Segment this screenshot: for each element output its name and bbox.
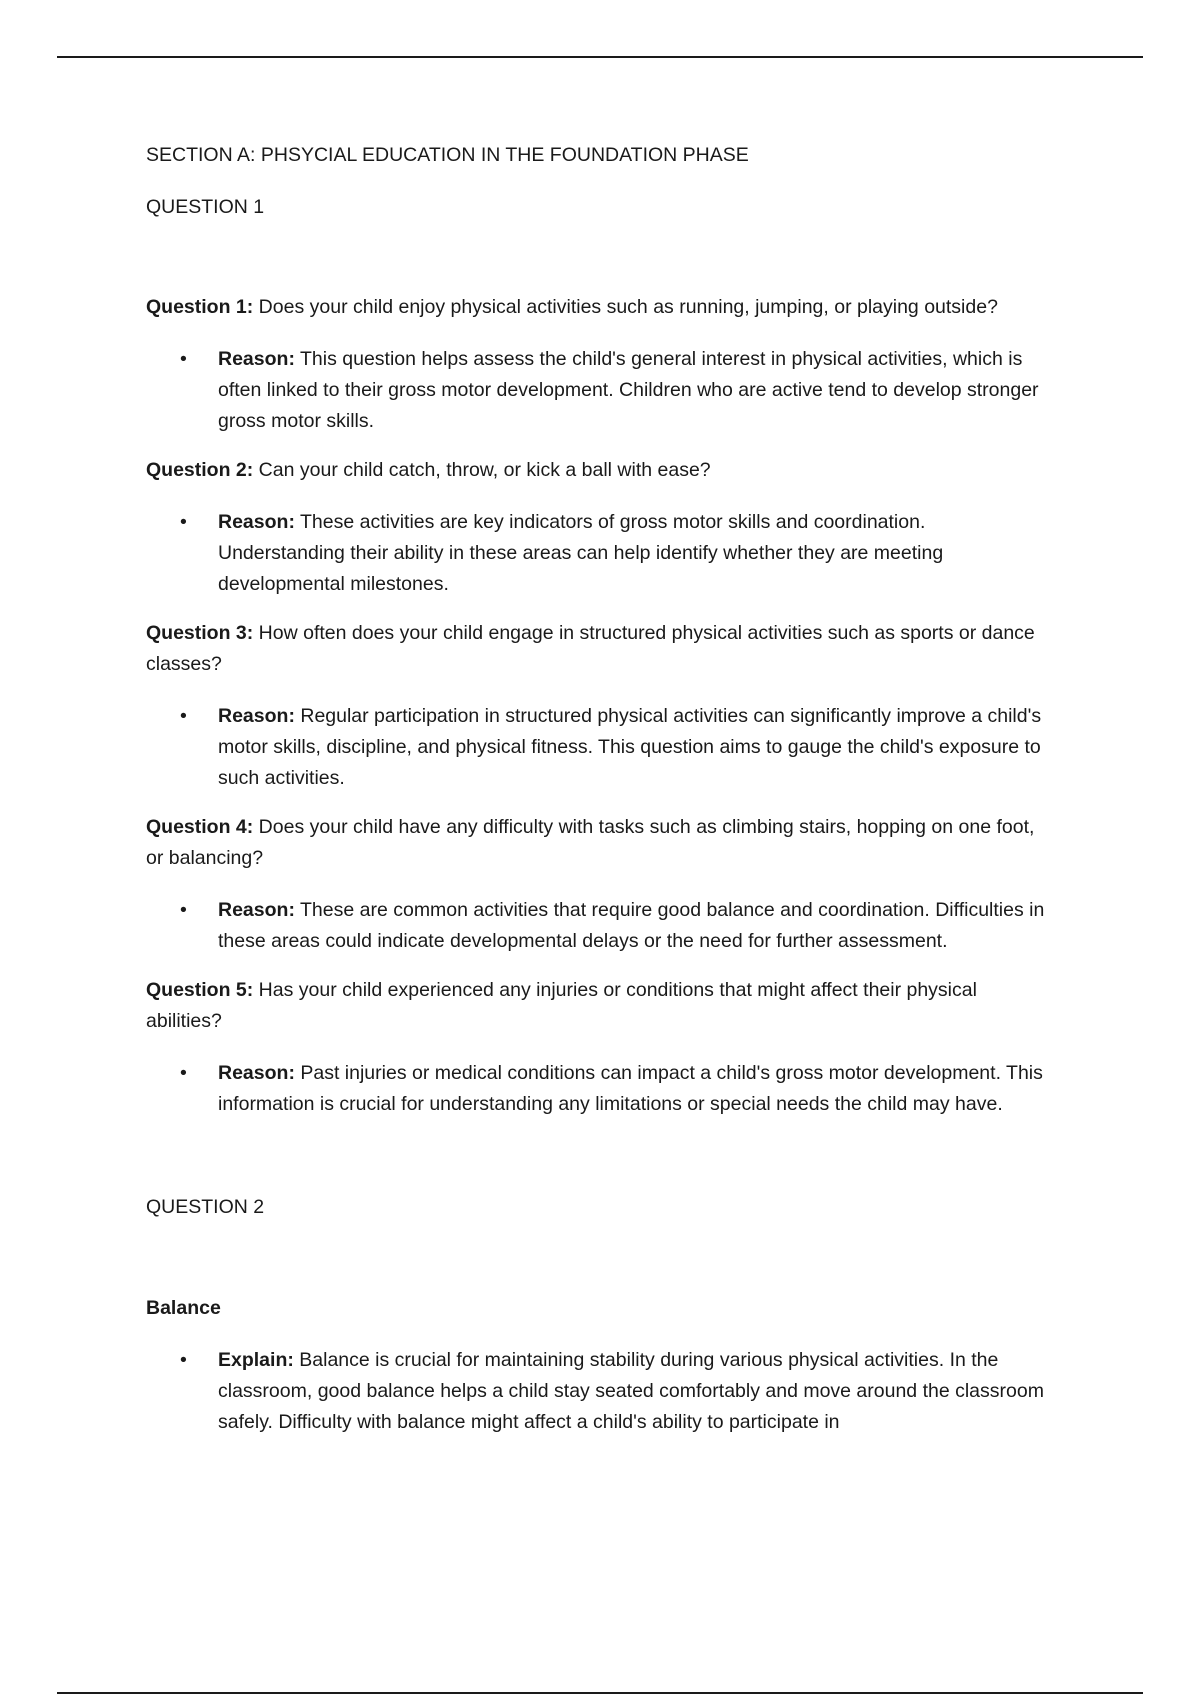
question-text: Does your child enjoy physical activities such as running, jumping, or playing outside? <box>253 296 998 318</box>
bullet-icon: • <box>180 899 187 921</box>
explain-text: Balance is crucial for maintaining stability during various physical activities. In the classroom, good balance helps a child stay seated comfortably and move around the classroom safely. Difficulty with balance might affect a child's ability to participate in <box>218 1349 1044 1433</box>
bullet-icon: • <box>180 1349 187 1371</box>
bullet-icon: • <box>180 1062 187 1084</box>
question-text: Does your child have any difficulty with tasks such as climbing stairs, hopping on one foot, or balancing? <box>146 816 1035 869</box>
question-2-heading: QUESTION 2 <box>146 1196 265 1218</box>
reason-text: Regular participation in structured physical activities can significantly improve a child's motor skills, discipline, and physical fitness. This question aims to gauge the child's exposure to such activities. <box>218 705 1042 789</box>
reason-item <box>146 344 1046 437</box>
top-rule <box>57 56 1143 58</box>
reason-item <box>146 1058 1046 1120</box>
reason-label: Reason: <box>218 348 295 370</box>
question-text: How often does your child engage in structured physical activities such as sports or dance classes? <box>146 622 1035 675</box>
question-item <box>146 618 1046 680</box>
question-item <box>146 975 1046 1037</box>
document-body <box>146 140 1046 1438</box>
reason-label: Reason: <box>218 511 295 533</box>
reason-item <box>146 507 1046 600</box>
question-text: Can your child catch, throw, or kick a ball with ease? <box>253 459 711 481</box>
reason-text: This question helps assess the child's general interest in physical activities, which is often linked to their gross motor development. Children who are active tend to develop stronger gross motor skills. <box>218 348 1039 432</box>
bullet-icon: • <box>180 348 187 370</box>
reason-text: Past injuries or medical conditions can impact a child's gross motor development. This information is crucial for understanding any limitations or special needs the child may have. <box>218 1062 1043 1115</box>
bullet-icon: • <box>180 705 187 727</box>
reason-text: These are common activities that require good balance and coordination. Difficulties in these areas could indicate developmental delays or the need for further assessment. <box>218 899 1045 952</box>
reason-item <box>146 701 1046 794</box>
question-label: Question 4: <box>146 816 254 838</box>
question-text: Has your child experienced any injuries or conditions that might affect their physical abilities? <box>146 979 977 1032</box>
reason-text: These activities are key indicators of gross motor skills and coordination. Understanding their ability in these areas can help identify whether they are meeting developmental milestones. <box>218 511 944 595</box>
question-label: Question 5: <box>146 979 254 1001</box>
question-label: Question 2: <box>146 459 254 481</box>
question-label: Question 3: <box>146 622 254 644</box>
explain-item <box>146 1345 1046 1438</box>
reason-label: Reason: <box>218 1062 295 1084</box>
question-item <box>146 812 1046 874</box>
question-label: Question 1: <box>146 296 254 318</box>
reason-item <box>146 895 1046 957</box>
reason-label: Reason: <box>218 899 295 921</box>
bullet-icon: • <box>180 511 187 533</box>
question-item <box>146 292 1046 323</box>
balance-subheading: Balance <box>146 1297 221 1319</box>
bottom-rule <box>57 1692 1143 1694</box>
reason-label: Reason: <box>218 705 295 727</box>
explain-label: Explain: <box>218 1349 294 1371</box>
section-title: SECTION A: PHSYCIAL EDUCATION IN THE FOUNDATION PHASE <box>146 144 749 166</box>
question-1-heading: QUESTION 1 <box>146 196 265 218</box>
question-item <box>146 455 1046 486</box>
